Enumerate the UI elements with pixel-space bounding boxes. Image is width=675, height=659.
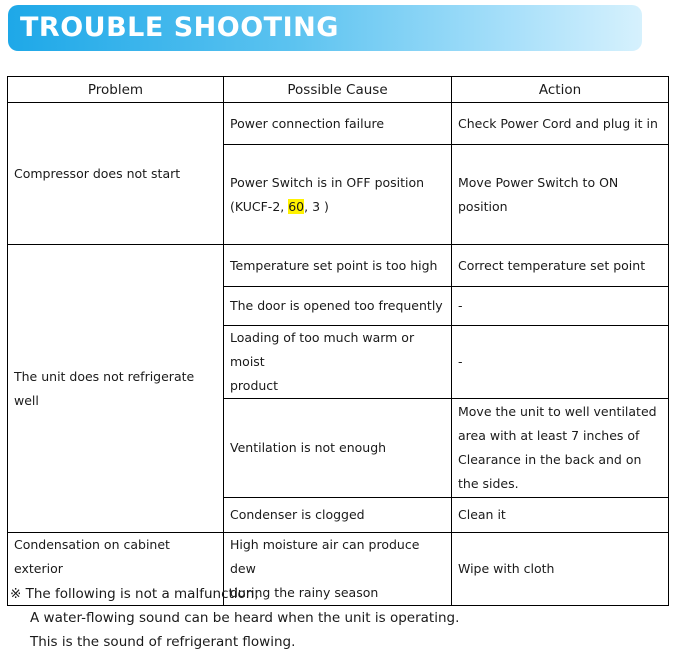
action-line: Move the unit to well ventilated [458,404,657,419]
cause-cell: The door is opened too frequently [224,287,452,326]
action-line: the sides. [458,476,519,491]
table-row [8,103,669,145]
header-action: Action [452,77,669,103]
note-line: This is the sound of refrigerant flowing. [30,634,296,650]
cause-cell [224,326,452,399]
cause-line: during the rainy season [230,585,379,600]
table-row [8,245,669,287]
action-cell: Check Power Cord and plug it in [452,103,669,145]
action-line: Clearance in the back and on [458,452,642,467]
action-cell: Wipe with cloth [452,533,669,606]
problem-cell: The unit does not refrigerate well [8,245,224,533]
action-cell: Clean it [452,498,669,533]
problem-cell: Compressor does not start [8,103,224,245]
cause-line: Loading of too much warm or moist [230,330,415,369]
trouble-shooting-table [7,76,669,606]
header-problem: Problem [8,77,224,103]
cause-line: High moisture air can produce dew [230,537,420,576]
header-possible-cause: Possible Cause [224,77,452,103]
cause-cell: Temperature set point is too high [224,245,452,287]
action-cell: Move Power Switch to ON position [452,145,669,245]
cause-cell: Condenser is clogged [224,498,452,533]
cause-cell [224,145,452,245]
problem-cell: Condensation on cabinet exterior [8,533,224,606]
action-cell: - [452,326,669,399]
section-banner [8,5,642,51]
action-cell: Correct temperature set point [452,245,669,287]
cause-line [230,195,445,219]
action-cell: - [452,287,669,326]
model-suffix: , 3 ) [304,198,329,214]
cause-cell: Ventilation is not enough [224,399,452,498]
cause-line: Power Switch is in OFF position [230,174,425,190]
cause-cell: Power connection failure [224,103,452,145]
malfunction-note [10,582,459,654]
note-line: A water-flowing sound can be heard when the unit is operating. [30,610,460,626]
note-heading: ※ The following is not a malfunction; [10,586,259,602]
action-line: area with at least 7 inches of [458,428,640,443]
highlighted-model-number: 60 [288,198,305,214]
page-title: TROUBLE SHOOTING [20,12,339,43]
model-prefix: (KUCF-2, [230,198,289,214]
action-cell [452,399,669,498]
table-header-row [8,77,669,103]
cause-line: product [230,378,279,393]
